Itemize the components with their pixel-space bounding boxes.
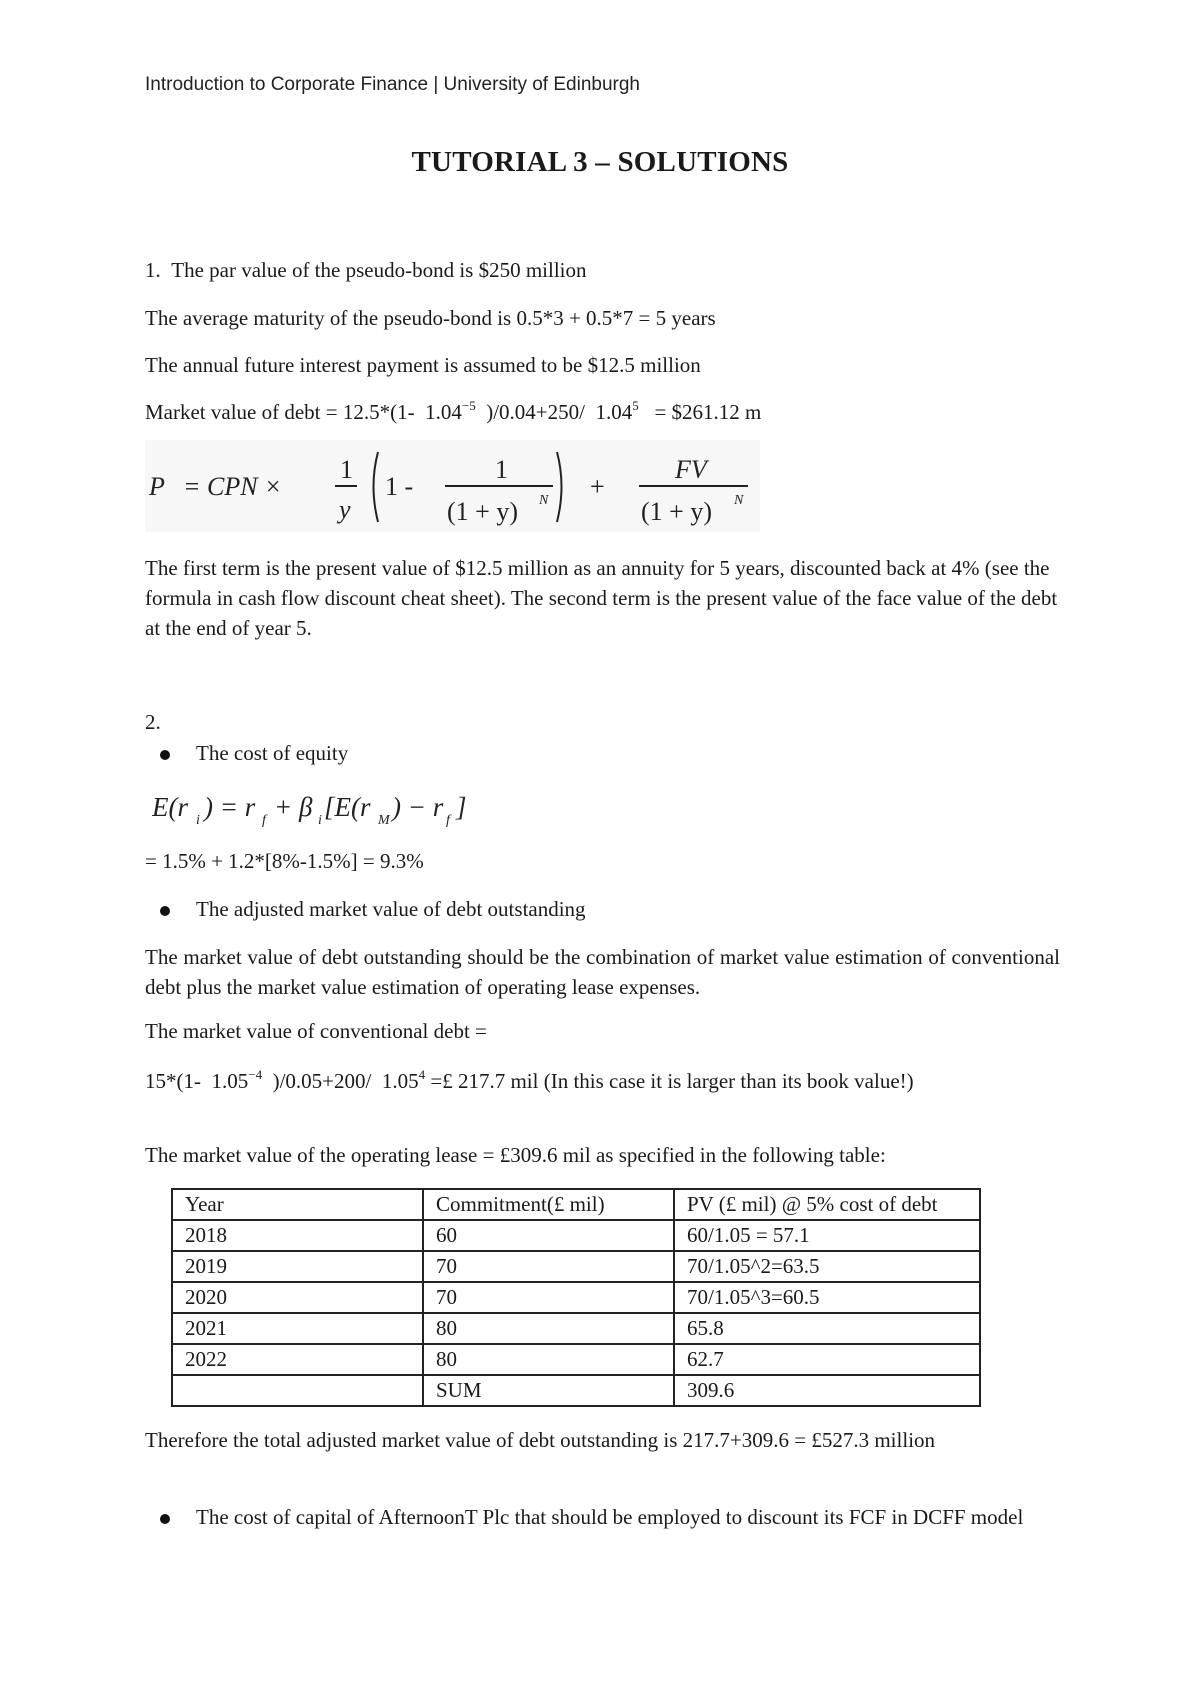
table-cell: 2019 bbox=[172, 1251, 423, 1282]
q2-mvdebt-paragraph: The market value of debt outstanding should be the combination of market value estimation of conventional debt plus the market value estimation of operating lease expenses. bbox=[145, 945, 1060, 999]
capm-lhs: E(r bbox=[152, 792, 188, 822]
capm-formula bbox=[152, 784, 472, 832]
table-cell: SUM bbox=[423, 1375, 674, 1406]
formula-frac-num: 1 bbox=[495, 455, 508, 484]
bond-price-formula-svg bbox=[145, 440, 760, 532]
calc-exp2: 4 bbox=[418, 1067, 426, 1082]
calc-exp1: −4 bbox=[248, 1067, 263, 1082]
capm-sub-m: M bbox=[378, 813, 390, 828]
table-cell: 60/1.05 = 57.1 bbox=[674, 1220, 980, 1251]
table-row bbox=[172, 1251, 980, 1282]
table-cell: 2022 bbox=[172, 1344, 423, 1375]
capm-minus: ) − r bbox=[392, 792, 444, 822]
capm-formula-svg bbox=[152, 784, 472, 832]
q1-explanation: The first term is the present value of $12.5 million as an annuity for 5 years, discounted back at 4% (see the formula in cash flow discount cheat sheet). The second term is the present value of the face value of the debt at the end of year 5. bbox=[145, 556, 1058, 640]
q2-bullet-cost-of-capital: The cost of capital of AfternoonT Plc that should be employed to discount its FCF in DCFF model bbox=[196, 1505, 1024, 1529]
capm-sub-beta-i: i bbox=[318, 813, 322, 828]
table-cell: 309.6 bbox=[674, 1375, 980, 1406]
formula-fv: FV bbox=[675, 455, 707, 484]
bullet-1 bbox=[160, 750, 170, 760]
q2-conv-debt-calc bbox=[145, 1066, 1060, 1096]
q2-bullet-debt: The adjusted market value of debt outstanding bbox=[196, 897, 586, 921]
table-cell: 60 bbox=[423, 1220, 674, 1251]
table-cell: 2018 bbox=[172, 1220, 423, 1251]
mv-prefix: Market value of debt = 12.5*(1- bbox=[145, 400, 415, 424]
mv-exp1: −5 bbox=[461, 398, 476, 413]
table-cell: 70 bbox=[423, 1282, 674, 1313]
calc-base1: 1.05 bbox=[211, 1069, 249, 1093]
mv-exp2: 5 bbox=[632, 398, 639, 413]
capm-sub-f: f bbox=[262, 813, 266, 828]
formula-one: 1 bbox=[340, 455, 353, 484]
table-row bbox=[172, 1282, 980, 1313]
formula-exp-n2: N bbox=[734, 493, 744, 508]
formula-paren-open bbox=[374, 452, 379, 522]
capm-beta: + β bbox=[274, 792, 313, 822]
table-row bbox=[172, 1313, 980, 1344]
table-cell: 62.7 bbox=[674, 1344, 980, 1375]
formula-y: y bbox=[339, 495, 351, 524]
formula-eq-cpn: = CPN × bbox=[183, 472, 282, 501]
mv-mid: )/0.04+250/ bbox=[486, 400, 585, 424]
table-cell: 80 bbox=[423, 1344, 674, 1375]
capm-sub-i: i bbox=[196, 813, 200, 828]
table-cell: 70 bbox=[423, 1251, 674, 1282]
table-cell bbox=[172, 1375, 423, 1406]
formula-frac-den: (1 + y) bbox=[447, 497, 518, 526]
table-cell: 65.8 bbox=[674, 1313, 980, 1344]
formula-one-minus: 1 - bbox=[385, 472, 414, 501]
table-header-cell: Year bbox=[172, 1189, 423, 1220]
q1-interest: The annual future interest payment is assumed to be $12.5 million bbox=[145, 353, 701, 377]
q2-number: 2. bbox=[145, 710, 161, 734]
calc-prefix: 15*(1- bbox=[145, 1069, 201, 1093]
table-cell: 2020 bbox=[172, 1282, 423, 1313]
formula-plus: + bbox=[590, 472, 605, 501]
table-cell: 70/1.05^2=63.5 bbox=[674, 1251, 980, 1282]
table-cell: 70/1.05^3=60.5 bbox=[674, 1282, 980, 1313]
capm-bracket: [E(r bbox=[324, 792, 371, 822]
bullet-2 bbox=[160, 906, 170, 916]
mv-result: = $261.12 m bbox=[654, 400, 762, 424]
mv-base2: 1.04 bbox=[595, 400, 633, 424]
q2-coe-result: = 1.5% + 1.2*[8%-1.5%] = 9.3% bbox=[145, 849, 424, 873]
q2-bullet-cost-of-equity: The cost of equity bbox=[196, 741, 349, 765]
q1-number: 1. bbox=[145, 258, 161, 282]
page-header: Introduction to Corporate Finance | University of Edinburgh bbox=[145, 74, 640, 95]
q1-par-value: The par value of the pseudo-bond is $250 million bbox=[171, 258, 587, 282]
formula-fv-den: (1 + y) bbox=[641, 497, 712, 526]
table-sum-row bbox=[172, 1375, 980, 1406]
q2-total-debt: Therefore the total adjusted market value of debt outstanding is 217.7+309.6 = £527.3 million bbox=[145, 1428, 936, 1452]
table-header-row bbox=[172, 1189, 980, 1220]
page-title: TUTORIAL 3 – SOLUTIONS bbox=[411, 146, 789, 178]
calc-base2: 1.05 bbox=[381, 1069, 419, 1093]
q2-lease-intro: The market value of the operating lease = £309.6 mil as specified in the following table: bbox=[145, 1143, 886, 1167]
q2-conv-debt: The market value of conventional debt = bbox=[145, 1019, 487, 1043]
bond-price-formula bbox=[145, 440, 760, 532]
formula-p: P bbox=[149, 472, 165, 501]
table-row bbox=[172, 1220, 980, 1251]
q1-avg-maturity: The average maturity of the pseudo-bond is 0.5*3 + 0.5*7 = 5 years bbox=[145, 306, 716, 330]
formula-exp-n1: N bbox=[539, 493, 549, 508]
capm-eq-rf: ) = r bbox=[204, 792, 256, 822]
bullet-3 bbox=[160, 1514, 170, 1524]
table-header-cell: Commitment(£ mil) bbox=[423, 1189, 674, 1220]
capm-close: ] bbox=[456, 792, 467, 822]
table-header-cell: PV (£ mil) @ 5% cost of debt bbox=[674, 1189, 980, 1220]
table-cell: 80 bbox=[423, 1313, 674, 1344]
q1-par-value-line bbox=[145, 258, 587, 283]
table-row bbox=[172, 1344, 980, 1375]
q1-market-value-line bbox=[145, 400, 761, 425]
calc-mid: )/0.05+200/ bbox=[272, 1069, 372, 1093]
calc-rest: =£ 217.7 mil (In this case it is larger than its book value!) bbox=[430, 1069, 914, 1093]
table-cell: 2021 bbox=[172, 1313, 423, 1344]
lease-table bbox=[171, 1188, 981, 1407]
mv-base1: 1.04 bbox=[425, 400, 462, 424]
capm-sub-f2: f bbox=[446, 813, 450, 828]
formula-paren-close bbox=[557, 452, 562, 522]
